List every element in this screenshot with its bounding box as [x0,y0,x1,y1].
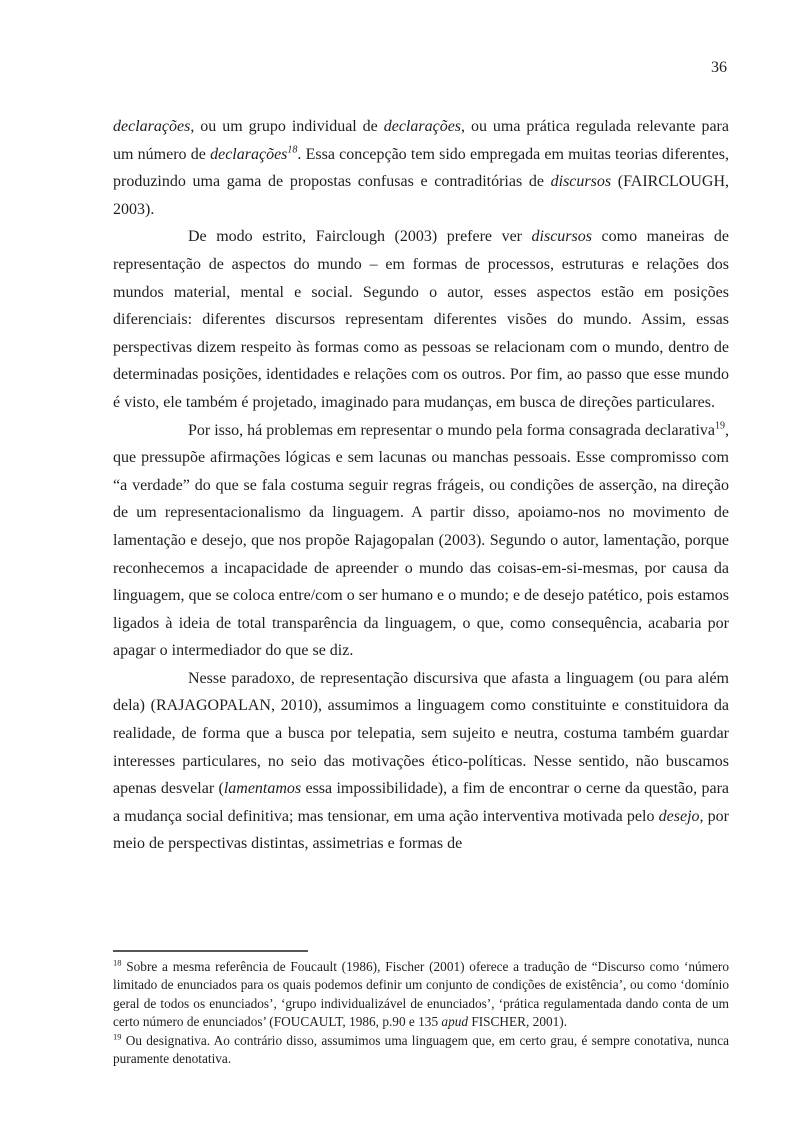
italic-run: lamentamos [223,780,302,798]
text-run: Por isso, há problemas em representar o mundo pela forma consagrada declarativa [188,421,715,439]
body-text [113,113,729,858]
text-run: De modo estrito, Fairclough (2003) prefere ver [188,228,532,246]
footnote-separator [113,950,308,952]
text-run: , por meio de perspectivas distintas, assimetrias e formas de [113,807,730,853]
sup-run: 19 [715,420,725,432]
italic-run: discursos [531,228,592,246]
text-run: como maneiras de representação de aspectos do mundo – em formas de processos, estruturas e relações dos mundos material, mental e social. Segundo o autor, esses aspectos estão em posições diferenciais: diferentes discursos representam diferentes visões do mundo. Assim, essas perspectivas dizem respeito às formas como as pessoas se relacionam com o mundo, dentro de determinadas posições, identidades e relações com os outros. Por fim, ao passo que esse mundo é visto, ele também é projetado, imaginado para mudanças, em busca de direções particulares. [113,228,729,411]
paragraph-4 [113,665,729,858]
italic-run: declarações [113,118,191,135]
footnote-marker: 19 [113,1031,122,1042]
text-run: , ou uma prática regulada relevante para um número de [113,118,729,163]
footnote-19 [113,1032,729,1069]
text-run: (FAIRCLOUGH, 2003). [113,173,729,218]
paragraph-2 [113,223,729,416]
footnotes-list [113,958,729,1068]
text-run: . Essa concepção tem sido empregada em muitas teorias diferentes, produzindo uma gama de propostas confusas e contraditórias de [113,145,730,191]
footnotes-section [113,950,729,1068]
footnote-marker: 18 [113,957,122,968]
text-run: , que pressupõe afirmações lógicas e sem lacunas ou manchas pessoais. Esse compromisso com “a verdade” do que se fala costuma seguir regras frágeis, ou condições de asserção, na direção de um representacionalismo da linguagem. A partir disso, apoiamo-nos no movimento de lamentação e desejo, que nos propõe Rajagopalan (2003). Segundo o autor, lamentação, porque reconhecemos a incapacidade de apreender o mundo das coisas-em-si-mesmas, por causa da linguagem, que se coloca entre/com o ser humano e o mundo; e de desejo patético, pois estamos ligados à ideia de total transparência da linguagem, o que, como consequência, acabaria por apagar o intermediador do que se diz. [113,421,729,660]
paragraph-1 [113,113,729,223]
page-number: 36 [711,59,727,76]
footnote-18 [113,958,729,1032]
text-run: Ou designativa. Ao contrário disso, assumimos uma linguagem que, em certo grau, é sempre conotativa, nunca puramente denotativa. [113,1032,729,1067]
italic-run: declarações [210,145,288,163]
text-run: essa impossibilidade), a fim de encontrar o cerne da questão, para a mudança social definitiva; mas tensionar, em uma ação interventiva motivada pelo [113,780,730,825]
italic-run: apud [441,1014,469,1030]
paragraph-3 [113,417,729,665]
italic-run: declarações [383,118,462,135]
text-run: FISCHER, 2001). [468,1014,568,1030]
text-run: Nesse paradoxo, de representação discursiva que afasta a linguagem (ou para além dela) (RAJAGOPALAN, 2010), assumimos a linguagem como constituinte e constituidora da realidade, de forma que a busca por telepatia, sem sujeito e neutra, costuma também guardar interesses particulares, no seio das motivações ético-políticas. Nesse sentido, não buscamos apenas desvelar ( [113,669,729,798]
italic-sup-run: 18 [287,144,298,156]
italic-run: desejo [658,807,700,825]
text-run: Sobre a mesma referência de Foucault (1986), Fischer (2001) oferece a tradução de “Discurso como ‘número limitado de enunciados para os quais podemos definir um conjunto de condições de existência’, ou como ‘domínio geral de todos os enunciados’, ‘grupo individualizável de enunciados’, ‘prática regulamentada dando conta de um certo número de enunciados’ (FOUCAULT, 1986, p.90 e 135 [113,959,729,1030]
italic-run: discursos [550,173,612,191]
text-run: , ou um grupo individual de [190,118,384,135]
